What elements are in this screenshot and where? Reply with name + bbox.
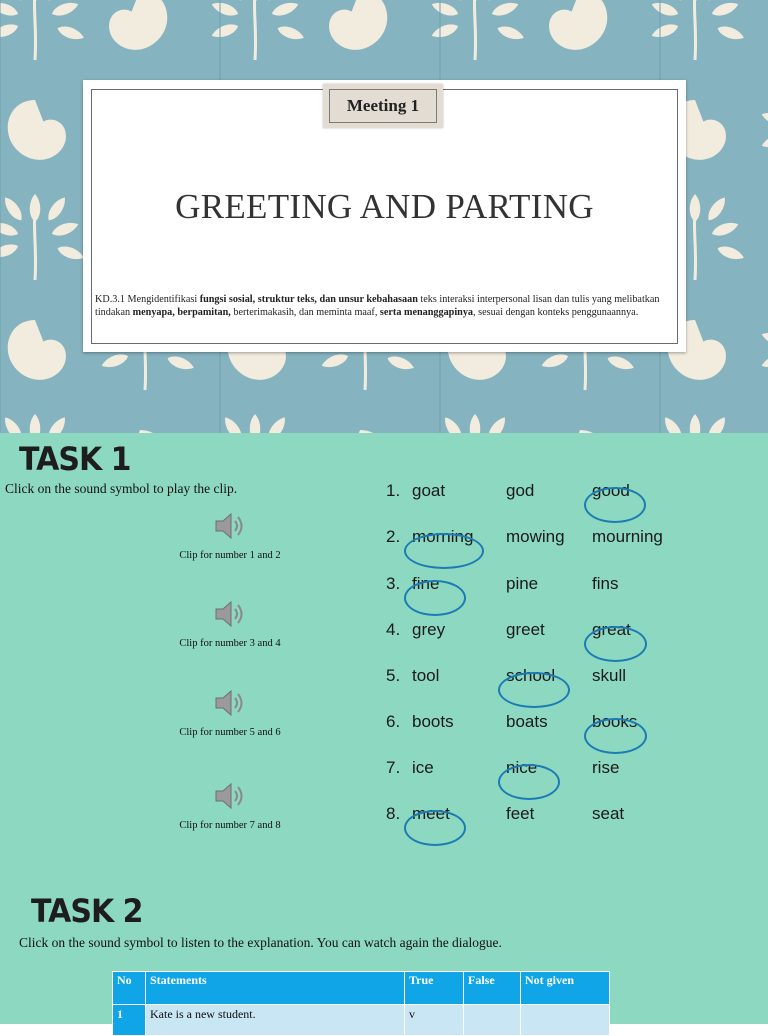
competency-text-segment: serta menanggapinya <box>379 307 474 318</box>
answer-circle <box>498 764 560 800</box>
audio-clip <box>160 780 300 831</box>
row-number: 3. <box>386 574 401 593</box>
word-option[interactable]: feet <box>506 804 535 823</box>
clip-label: Clip for number 3 and 4 <box>179 638 281 649</box>
answer-circle <box>584 626 647 662</box>
speaker-icon[interactable] <box>160 510 300 542</box>
word-option[interactable]: grey <box>412 620 446 639</box>
answer-circle <box>498 672 570 708</box>
table-header-cell: Statements <box>146 972 405 1005</box>
answer-circle <box>404 533 484 569</box>
competency-text-segment: fungsi sosial, struktur teks, dan unsur kebahasaan <box>199 294 418 305</box>
word-option[interactable]: meet <box>412 804 450 823</box>
answer-circle <box>584 487 646 523</box>
competency-text <box>95 293 673 319</box>
word-option[interactable]: god <box>506 481 535 500</box>
task2-instruction: Click on the sound symbol to listen to the explanation. You can watch again the dialogue. <box>19 935 502 950</box>
task1-heading: TASK 1 <box>19 441 131 479</box>
word-option[interactable]: great <box>592 620 631 639</box>
word-option[interactable]: books <box>592 712 638 731</box>
slide-title: GREETING AND PARTING <box>175 187 594 226</box>
word-option[interactable]: seat <box>592 804 625 823</box>
speaker-icon[interactable] <box>160 687 300 719</box>
title-card <box>83 80 686 352</box>
table-header-row <box>113 972 610 1005</box>
table-cell[interactable]: v <box>405 1005 464 1036</box>
task1-instruction: Click on the sound symbol to play the clip. <box>5 481 238 496</box>
word-option[interactable]: mourning <box>592 527 663 546</box>
table-cell: Kate is a new student. <box>146 1005 405 1036</box>
row-number: 5. <box>386 666 401 685</box>
task2-heading: TASK 2 <box>31 893 143 931</box>
table-cell: 1 <box>113 1005 146 1036</box>
competency-text-segment: , sesuai dengan konteks penggunaannya. <box>473 307 639 318</box>
word-option[interactable]: ice <box>412 758 434 777</box>
answer-circle <box>584 718 647 754</box>
word-option[interactable]: goat <box>412 481 446 500</box>
audio-clip <box>160 687 300 738</box>
table-cell[interactable] <box>464 1005 521 1036</box>
audio-clip <box>160 598 300 649</box>
statements-table <box>112 971 610 1036</box>
row-number: 8. <box>386 804 401 823</box>
word-option[interactable]: pine <box>506 574 539 593</box>
title-slide <box>0 0 768 433</box>
row-number: 4. <box>386 620 401 639</box>
clip-label: Clip for number 7 and 8 <box>179 820 281 831</box>
competency-text-segment: berterimakasih, dan meminta maaf, <box>230 307 380 318</box>
word-option[interactable]: school <box>506 666 556 685</box>
competency-text-segment: KD.3.1 Mengidentifikasi <box>95 294 200 305</box>
word-option[interactable]: good <box>592 481 630 500</box>
answer-circle <box>404 810 466 846</box>
audio-clip <box>160 510 300 561</box>
word-option[interactable]: boats <box>506 712 548 731</box>
word-option[interactable]: greet <box>506 620 545 639</box>
answer-circle <box>404 580 466 616</box>
word-option[interactable]: boots <box>412 712 454 731</box>
row-number: 6. <box>386 712 401 731</box>
table-cell[interactable] <box>521 1005 610 1036</box>
row-number: 7. <box>386 758 401 777</box>
table-header-cell: True <box>405 972 464 1005</box>
word-option[interactable]: rise <box>592 758 620 777</box>
competency-text-segment: menyapa, berpamitan, <box>132 307 231 318</box>
word-option[interactable]: fine <box>412 574 440 593</box>
word-option[interactable]: skull <box>592 666 627 685</box>
table-header-cell: No <box>113 972 146 1005</box>
word-option[interactable]: morning <box>412 527 474 546</box>
table-header-cell: Not given <box>521 972 610 1005</box>
table-header-cell: False <box>464 972 521 1005</box>
speaker-icon[interactable] <box>160 598 300 630</box>
table-row <box>113 1005 610 1036</box>
word-option[interactable]: mowing <box>506 527 565 546</box>
clip-label: Clip for number 1 and 2 <box>179 550 281 561</box>
meeting-tab <box>323 84 443 128</box>
competency-text-segment: teks interaksi interpersonal lisan dan tulis yang melibatkan tindakan <box>95 294 660 318</box>
word-option[interactable]: nice <box>506 758 538 777</box>
word-option[interactable]: fins <box>592 574 619 593</box>
row-number: 2. <box>386 527 401 546</box>
speaker-icon[interactable] <box>160 780 300 812</box>
word-option[interactable]: tool <box>412 666 440 685</box>
clip-label: Clip for number 5 and 6 <box>179 727 281 738</box>
row-number: 1. <box>386 481 401 500</box>
meeting-label: Meeting 1 <box>329 89 437 123</box>
